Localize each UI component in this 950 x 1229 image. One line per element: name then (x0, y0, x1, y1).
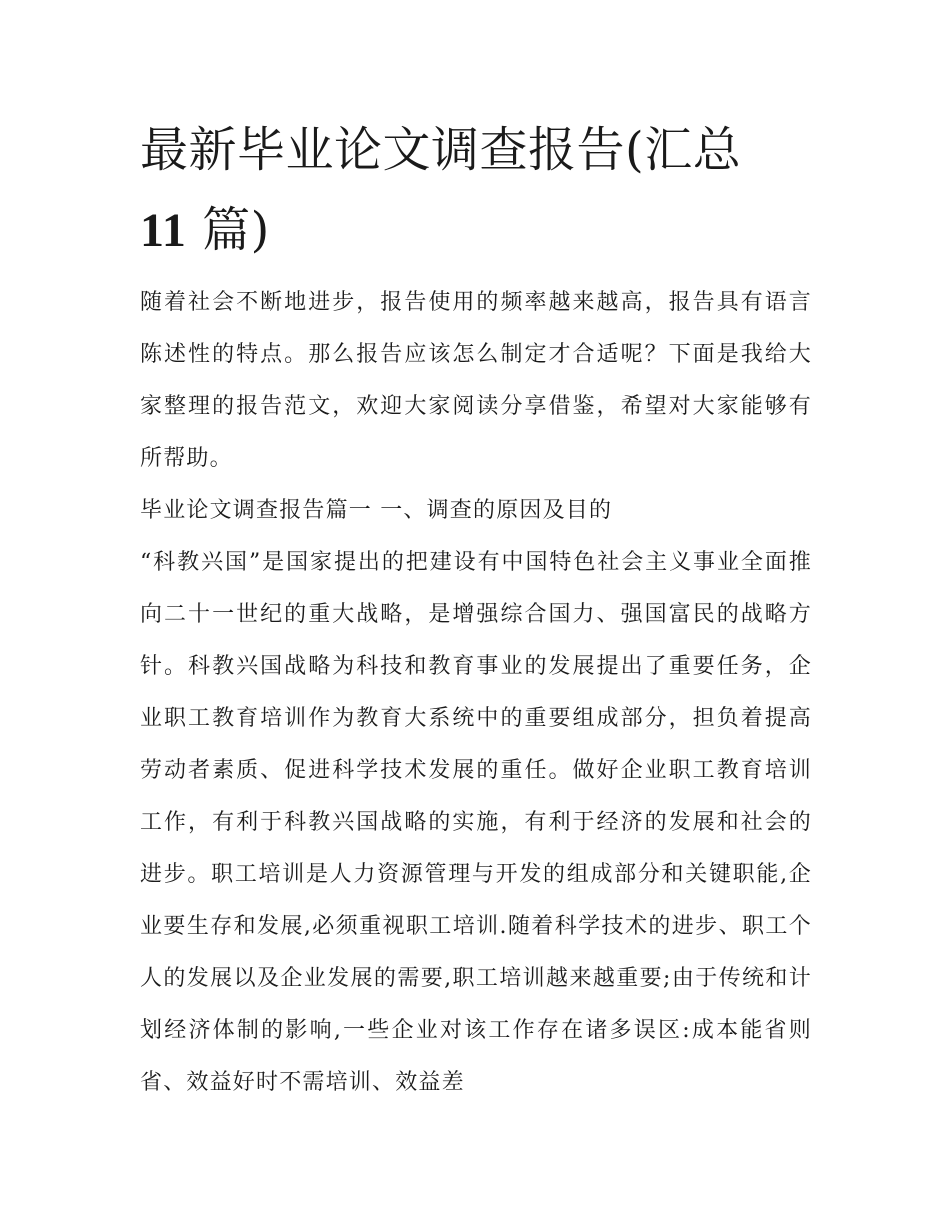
intro-paragraph: 随着社会不断地进步，报告使用的频率越来越高，报告具有语言陈述性的特点。那么报告应该怎么制定才合适呢？下面是我给大家整理的报告范文，欢迎大家阅读分享借鉴，希望对大家能够有所帮助。 (140, 290, 812, 471)
title-line-2: 篇) (202, 202, 270, 258)
title-line-1: 最新毕业论文调查报告(汇总 (140, 122, 742, 178)
document-page (140, 110, 812, 1109)
document-title (140, 110, 812, 271)
body-paragraph: “科教兴国”是国家提出的把建设有中国特色社会主义事业全面推向二十一世纪的重大战略，是增强综合国力、强国富民的战略方针。科教兴国战略为科技和教育事业的发展提出了重要任务，企业职工教育培训作为教育大系统中的重要组成部分，担负着提高劳动者素质、促进科学技术发展的重任。做好企业职工教育培训工作，有利于科教兴国战略的实施，有利于经济的发展和社会的进步。职工培训是人力资源管理与开发的组成部分和关键职能,企业要生存和发展,必须重视职工培训.随着科学技术的进步、职工个人的发展以及企业发展的需要,职工培训越来越重要;由于传统和计划经济体制的影响,一些企业对该工作存在诸多误区:成本能省则省、效益好时不需培训、效益差 (140, 550, 812, 1095)
section-heading: 毕业论文调查报告篇一 一、调查的原因及目的 (140, 498, 613, 523)
title-number: 11 (140, 204, 187, 257)
